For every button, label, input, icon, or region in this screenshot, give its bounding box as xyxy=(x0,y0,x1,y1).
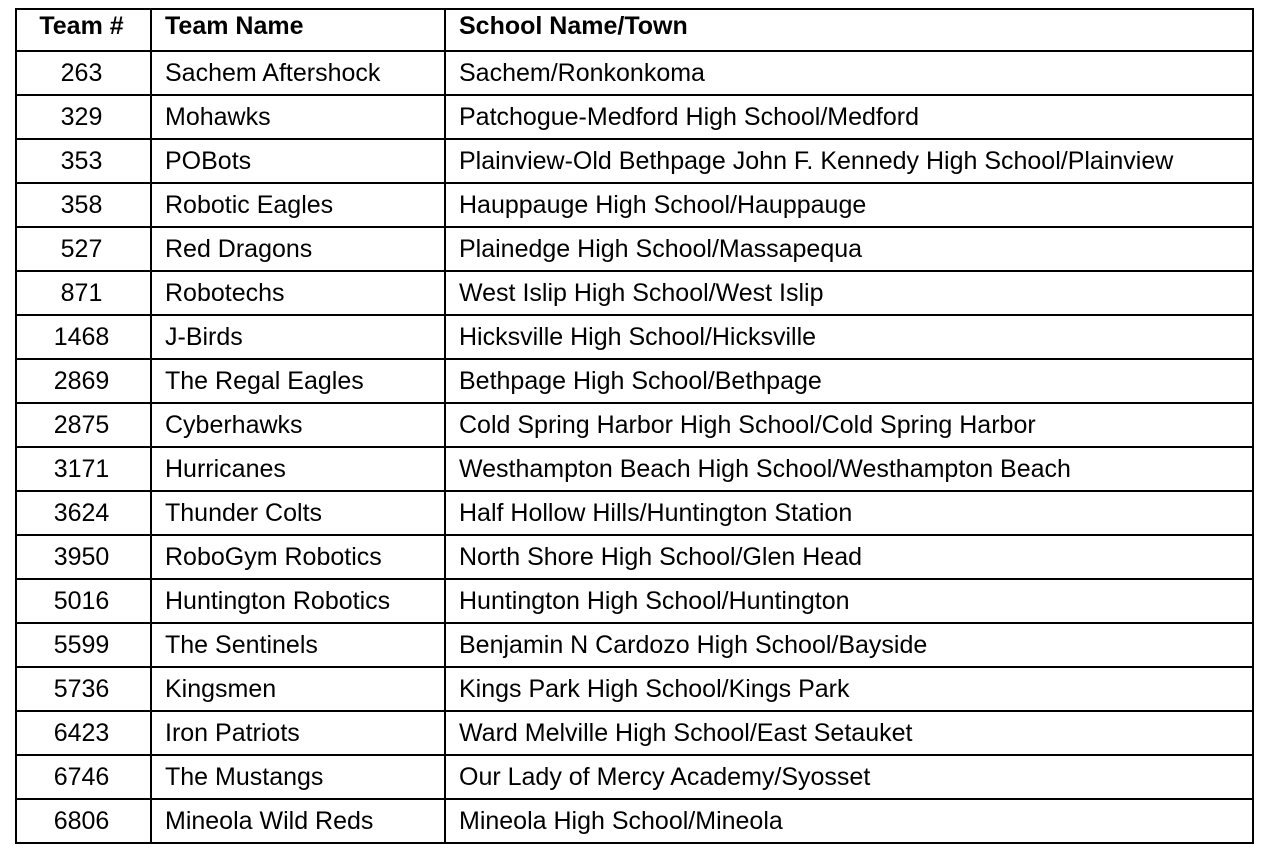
team-number-cell: 527 xyxy=(16,227,151,271)
table-body xyxy=(16,51,1253,843)
team-number-cell: 329 xyxy=(16,95,151,139)
team-number-cell: 263 xyxy=(16,51,151,95)
table-row xyxy=(16,95,1253,139)
table-row xyxy=(16,271,1253,315)
team-number-cell: 6423 xyxy=(16,711,151,755)
team-name-cell: Cyberhawks xyxy=(151,403,445,447)
team-number-cell: 5736 xyxy=(16,667,151,711)
table-row xyxy=(16,183,1253,227)
table-row xyxy=(16,535,1253,579)
team-name-cell: The Sentinels xyxy=(151,623,445,667)
school-town-cell: Patchogue-Medford High School/Medford xyxy=(445,95,1253,139)
team-number-cell: 1468 xyxy=(16,315,151,359)
table-row xyxy=(16,667,1253,711)
team-name-cell: The Regal Eagles xyxy=(151,359,445,403)
school-town-cell: Ward Melville High School/East Setauket xyxy=(445,711,1253,755)
school-town-cell: Hauppauge High School/Hauppauge xyxy=(445,183,1253,227)
school-town-cell: Hicksville High School/Hicksville xyxy=(445,315,1253,359)
school-town-cell: Bethpage High School/Bethpage xyxy=(445,359,1253,403)
team-name-cell: Sachem Aftershock xyxy=(151,51,445,95)
team-number-cell: 2875 xyxy=(16,403,151,447)
team-number-cell: 5016 xyxy=(16,579,151,623)
table-row xyxy=(16,711,1253,755)
table-row xyxy=(16,315,1253,359)
team-number-cell: 3950 xyxy=(16,535,151,579)
header-team-name: Team Name xyxy=(151,9,445,51)
team-name-cell: The Mustangs xyxy=(151,755,445,799)
team-name-cell: Iron Patriots xyxy=(151,711,445,755)
table-row xyxy=(16,139,1253,183)
team-number-cell: 3171 xyxy=(16,447,151,491)
school-town-cell: Our Lady of Mercy Academy/Syosset xyxy=(445,755,1253,799)
team-name-cell: POBots xyxy=(151,139,445,183)
table-row xyxy=(16,799,1253,843)
team-number-cell: 6746 xyxy=(16,755,151,799)
team-name-cell: J-Birds xyxy=(151,315,445,359)
school-town-cell: Sachem/Ronkonkoma xyxy=(445,51,1253,95)
team-number-cell: 353 xyxy=(16,139,151,183)
team-number-cell: 871 xyxy=(16,271,151,315)
team-name-cell: Mohawks xyxy=(151,95,445,139)
team-name-cell: RoboGym Robotics xyxy=(151,535,445,579)
team-name-cell: Robotechs xyxy=(151,271,445,315)
school-town-cell: Westhampton Beach High School/Westhampton Beach xyxy=(445,447,1253,491)
team-number-cell: 3624 xyxy=(16,491,151,535)
team-name-cell: Robotic Eagles xyxy=(151,183,445,227)
header-school-town: School Name/Town xyxy=(445,9,1253,51)
header-team-number: Team # xyxy=(16,9,151,51)
team-name-cell: Kingsmen xyxy=(151,667,445,711)
school-town-cell: Plainedge High School/Massapequa xyxy=(445,227,1253,271)
school-town-cell: West Islip High School/West Islip xyxy=(445,271,1253,315)
table-row xyxy=(16,491,1253,535)
team-name-cell: Red Dragons xyxy=(151,227,445,271)
teams-table xyxy=(15,8,1254,844)
table-row xyxy=(16,227,1253,271)
table-row xyxy=(16,51,1253,95)
table-row xyxy=(16,403,1253,447)
team-name-cell: Thunder Colts xyxy=(151,491,445,535)
school-town-cell: North Shore High School/Glen Head xyxy=(445,535,1253,579)
table-header xyxy=(16,9,1253,51)
table-row xyxy=(16,755,1253,799)
team-name-cell: Hurricanes xyxy=(151,447,445,491)
team-number-cell: 6806 xyxy=(16,799,151,843)
school-town-cell: Mineola High School/Mineola xyxy=(445,799,1253,843)
table-row xyxy=(16,359,1253,403)
team-number-cell: 5599 xyxy=(16,623,151,667)
table-row xyxy=(16,579,1253,623)
school-town-cell: Benjamin N Cardozo High School/Bayside xyxy=(445,623,1253,667)
table-row xyxy=(16,623,1253,667)
table-row xyxy=(16,447,1253,491)
team-number-cell: 2869 xyxy=(16,359,151,403)
team-name-cell: Huntington Robotics xyxy=(151,579,445,623)
team-number-cell: 358 xyxy=(16,183,151,227)
school-town-cell: Half Hollow Hills/Huntington Station xyxy=(445,491,1253,535)
school-town-cell: Kings Park High School/Kings Park xyxy=(445,667,1253,711)
school-town-cell: Huntington High School/Huntington xyxy=(445,579,1253,623)
school-town-cell: Cold Spring Harbor High School/Cold Spring Harbor xyxy=(445,403,1253,447)
school-town-cell: Plainview-Old Bethpage John F. Kennedy High School/Plainview xyxy=(445,139,1253,183)
header-row xyxy=(16,9,1253,51)
team-name-cell: Mineola Wild Reds xyxy=(151,799,445,843)
